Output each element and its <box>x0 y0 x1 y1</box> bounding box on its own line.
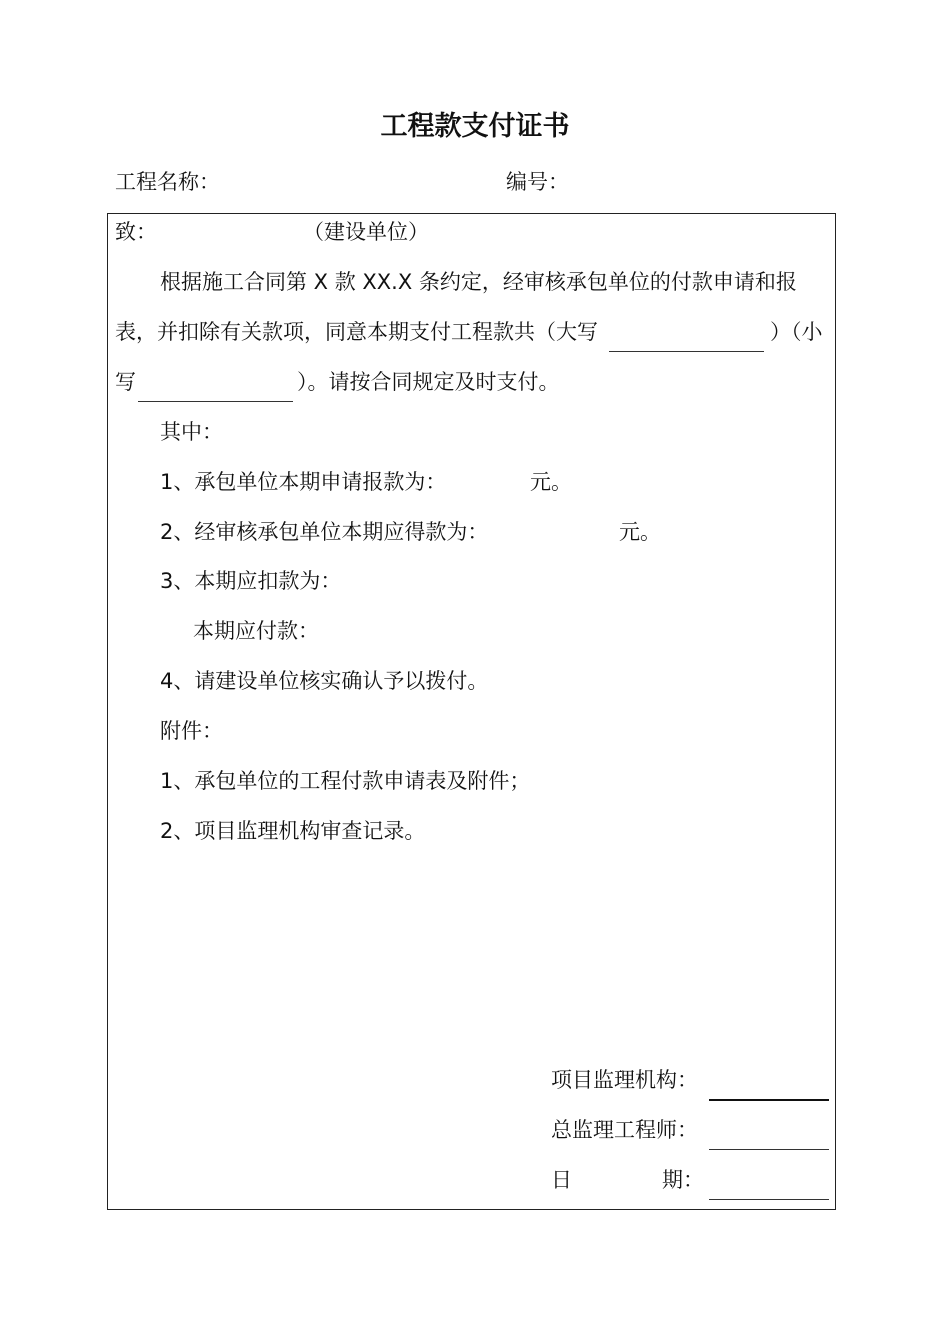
item-4: 4、请建设单位核实确认予以拨付。 <box>160 669 489 693</box>
chief-engineer-label: 总监理工程师： <box>551 1118 698 1142</box>
project-name-label: 工程名称： <box>115 170 220 194</box>
item-1-label: 1、承包单位本期申请报款为： <box>160 470 447 494</box>
document-title: 工程款支付证书 <box>380 111 570 142</box>
number-label: 编号： <box>506 170 569 194</box>
attachments-label: 附件： <box>160 719 223 743</box>
chief-engineer-field[interactable] <box>709 1149 829 1150</box>
date-field[interactable] <box>709 1199 829 1200</box>
supervision-org-label: 项目监理机构： <box>551 1068 698 1092</box>
paragraph-line-3a: 写 <box>115 370 136 394</box>
amount-in-words-field[interactable] <box>609 351 764 352</box>
amount-in-figures-field[interactable] <box>138 401 293 402</box>
paragraph-line-2b: ）（小 <box>770 320 823 344</box>
certificate-frame <box>107 213 836 1210</box>
to-label: 致： <box>115 220 157 244</box>
attachment-1: 1、承包单位的工程付款申请表及附件； <box>160 769 531 793</box>
item-3-label: 3、本期应扣款为： <box>160 569 342 593</box>
item-1-unit: 元。 <box>530 470 572 494</box>
item-2-unit: 元。 <box>619 520 661 544</box>
paragraph-line-2a: 表，并扣除有关款项，同意本期支付工程款共（大写 <box>115 320 598 344</box>
item-2-label: 2、经审核承包单位本期应得款为： <box>160 520 489 544</box>
supervision-org-field[interactable] <box>709 1099 829 1101</box>
current-payable-label: 本期应付款： <box>193 619 319 643</box>
attachment-2: 2、项目监理机构审查记录。 <box>160 819 426 843</box>
to-org: （建设单位） <box>303 220 429 244</box>
among-label: 其中： <box>160 420 223 444</box>
paragraph-line-1: 根据施工合同第 X 款 XX.X 条约定，经审核承包单位的付款申请和报 <box>160 270 797 294</box>
date-label-a: 日 <box>551 1168 572 1192</box>
paragraph-line-3b: ）。请按合同规定及时支付。 <box>297 370 560 394</box>
date-label-b: 期： <box>662 1168 704 1192</box>
